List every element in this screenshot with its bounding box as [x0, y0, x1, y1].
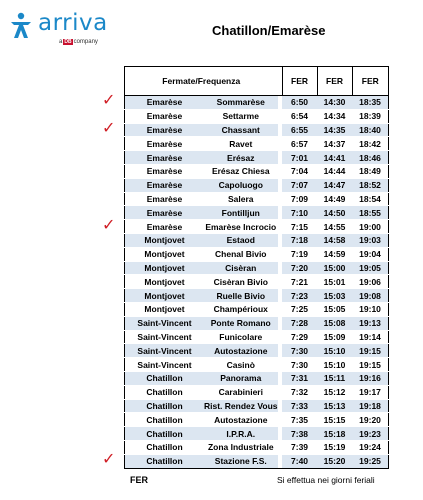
timetable-row: [125, 289, 389, 303]
stop-cell: Zona Industriale: [204, 440, 278, 454]
time-cell-2: 15:11: [317, 371, 352, 385]
time-cell-3: 19:04: [352, 247, 389, 261]
stop-cell: Cisèran: [204, 261, 278, 275]
time-cell-1: 7:09: [282, 192, 317, 206]
timetable-row: [125, 344, 389, 358]
location-cell: Chatillon: [125, 371, 205, 385]
time-cell-1: 7:20: [282, 261, 317, 275]
timetable-row: [125, 330, 389, 344]
timetable-row: [125, 233, 389, 247]
location-cell: Montjovet: [125, 289, 205, 303]
stop-cell: Carabinieri: [204, 385, 278, 399]
time-cell-2: 14:59: [317, 247, 352, 261]
footer-label: FER: [130, 475, 148, 485]
stop-cell: Salera: [204, 192, 278, 206]
timetable-row: [125, 358, 389, 372]
time-cell-2: 14:30: [317, 96, 352, 110]
footer-note: Si effettua nei giorni feriali: [277, 475, 375, 485]
arriva-person-icon: [8, 12, 34, 40]
location-cell: Emarèse: [125, 178, 205, 192]
location-cell: Saint-Vincent: [125, 316, 205, 330]
time-cell-2: 15:05: [317, 302, 352, 316]
stop-cell: Emarèse Incrocio: [205, 221, 277, 232]
timetable-body: [125, 96, 389, 469]
timetable-row: [125, 454, 389, 468]
location-cell: Chatillon: [125, 399, 205, 413]
timetable-row: [125, 440, 389, 454]
time-cell-2: 15:10: [317, 358, 352, 372]
time-cell-2: 14:55: [317, 220, 352, 234]
timetable-row: [125, 164, 389, 178]
time-cell-2: 15:08: [317, 316, 352, 330]
location-cell: Saint-Vincent: [125, 358, 205, 372]
time-cell-2: 15:03: [317, 289, 352, 303]
time-cell-2: 15:13: [317, 399, 352, 413]
location-cell: Emarèse: [125, 206, 205, 220]
timetable-row: [125, 385, 389, 399]
header-col3: FER: [352, 67, 389, 96]
time-cell-1: 6:57: [282, 137, 317, 151]
location-cell: Saint-Vincent: [125, 344, 205, 358]
time-cell-2: 15:15: [317, 413, 352, 427]
stop-cell: I.P.R.A.: [204, 427, 278, 441]
stop-cell: Chassant: [204, 123, 278, 137]
stop-cell: Autostazione: [204, 413, 278, 427]
location-cell: Emarèse: [125, 109, 205, 123]
db-badge: DB: [64, 39, 72, 45]
location-cell: Emarèse: [125, 192, 205, 206]
route-title: Chatillon/Emarèse: [212, 23, 326, 38]
logo-subtitle-suffix: company: [73, 39, 98, 45]
time-cell-3: 19:16: [352, 371, 389, 385]
location-cell: Emarèse: [125, 151, 205, 165]
timetable-row: [125, 151, 389, 165]
check-mark-icon: ✓: [102, 451, 116, 469]
time-cell-3: 19:13: [352, 316, 389, 330]
location-cell: Montjovet: [125, 302, 205, 316]
stop-cell: Estaod: [204, 233, 278, 247]
location-cell: Montjovet: [125, 275, 205, 289]
location-cell: Chatillon: [125, 413, 205, 427]
timetable-row: [125, 316, 389, 330]
header-stops: Fermate/Frequenza: [125, 67, 278, 96]
time-cell-2: 14:44: [317, 164, 352, 178]
stop-cell: Settarme: [204, 109, 278, 123]
time-cell-2: 15:12: [317, 385, 352, 399]
logo-subtitle: [59, 39, 98, 45]
time-cell-3: 19:06: [352, 275, 389, 289]
timetable-row: [125, 399, 389, 413]
stop-cell: Panorama: [204, 371, 278, 385]
time-cell-1: 7:10: [282, 206, 317, 220]
timetable-row: [125, 109, 389, 123]
timetable-row: [125, 413, 389, 427]
logo-subtitle-prefix: a: [59, 39, 63, 45]
stop-cell: Ruelle Bivio: [204, 289, 278, 303]
time-cell-1: 7:32: [282, 385, 317, 399]
stop-cell: Erésaz: [204, 151, 278, 165]
stop-cell: Ravet: [204, 137, 278, 151]
stop-cell: Capoluogo: [204, 178, 278, 192]
time-cell-2: 14:37: [317, 137, 352, 151]
timetable-row: [125, 247, 389, 261]
time-cell-3: 19:14: [352, 330, 389, 344]
stop-cell: Casinò: [204, 358, 278, 372]
time-cell-2: 15:00: [317, 261, 352, 275]
location-cell: Emarèse: [125, 220, 205, 234]
time-cell-1: 7:31: [282, 371, 317, 385]
location-cell: Montjovet: [125, 233, 205, 247]
time-cell-1: 7:28: [282, 316, 317, 330]
time-cell-3: 18:52: [352, 178, 389, 192]
time-cell-2: 15:19: [317, 440, 352, 454]
time-cell-3: 19:24: [352, 440, 389, 454]
location-cell: Chatillon: [125, 385, 205, 399]
time-cell-2: 15:09: [317, 330, 352, 344]
time-cell-1: 7:30: [282, 344, 317, 358]
stop-cell: Cisèran Bivio: [204, 275, 278, 289]
time-cell-1: 7:07: [282, 178, 317, 192]
time-cell-1: 7:19: [282, 247, 317, 261]
time-cell-1: 6:55: [282, 123, 317, 137]
time-cell-1: 6:54: [282, 109, 317, 123]
timetable-row: [125, 371, 389, 385]
time-cell-3: 19:15: [352, 358, 389, 372]
location-cell: Emarèse: [125, 96, 205, 110]
time-cell-1: 7:39: [282, 440, 317, 454]
timetable-row: [125, 220, 389, 234]
time-cell-2: 15:10: [317, 344, 352, 358]
time-cell-2: 14:41: [317, 151, 352, 165]
location-cell: Saint-Vincent: [125, 330, 205, 344]
time-cell-2: 15:18: [317, 427, 352, 441]
timetable-row: [125, 137, 389, 151]
time-cell-3: 19:15: [352, 344, 389, 358]
time-cell-1: 7:15: [282, 220, 317, 234]
check-mark-icon: ✓: [102, 92, 116, 110]
location-cell: Chatillon: [125, 427, 205, 441]
time-cell-3: 19:05: [352, 261, 389, 275]
stop-cell: Champérioux: [204, 302, 278, 316]
location-cell: Chatillon: [125, 454, 205, 468]
time-cell-1: 7:38: [282, 427, 317, 441]
time-cell-2: 15:20: [317, 454, 352, 468]
time-cell-1: 7:35: [282, 413, 317, 427]
time-cell-1: 7:25: [282, 302, 317, 316]
stop-cell: Funicolare: [204, 330, 278, 344]
timetable-row: [125, 96, 389, 110]
time-cell-3: 18:54: [352, 192, 389, 206]
time-cell-1: 7:21: [282, 275, 317, 289]
time-cell-2: 14:49: [317, 192, 352, 206]
time-cell-3: 19:25: [352, 454, 389, 468]
timetable-row: [125, 206, 389, 220]
time-cell-2: 14:50: [317, 206, 352, 220]
timetable-row: [125, 178, 389, 192]
time-cell-1: 6:50: [282, 96, 317, 110]
location-cell: Chatillon: [125, 440, 205, 454]
time-cell-3: 19:03: [352, 233, 389, 247]
time-cell-3: 18:35: [352, 96, 389, 110]
stop-cell: Sommarèse: [204, 96, 278, 110]
time-cell-1: 7:04: [282, 164, 317, 178]
stop-cell: Autostazione: [204, 344, 278, 358]
stop-cell: Erésaz Chiesa: [204, 164, 278, 178]
stop-cell: Stazione F.S.: [204, 454, 278, 468]
time-cell-3: 18:55: [352, 206, 389, 220]
time-cell-3: 18:49: [352, 164, 389, 178]
time-cell-3: 18:40: [352, 123, 389, 137]
location-cell: Montjovet: [125, 261, 205, 275]
time-cell-3: 19:18: [352, 399, 389, 413]
time-cell-3: 19:23: [352, 427, 389, 441]
time-cell-3: 19:17: [352, 385, 389, 399]
time-cell-3: 19:00: [352, 220, 389, 234]
logo-wordmark: arriva: [38, 10, 108, 36]
timetable-row: [125, 275, 389, 289]
check-mark-icon: ✓: [102, 216, 116, 234]
time-cell-1: 7:40: [282, 454, 317, 468]
timetable-header-row: [125, 67, 389, 96]
time-cell-1: 7:29: [282, 330, 317, 344]
time-cell-2: 14:58: [317, 233, 352, 247]
timetable-row: [125, 427, 389, 441]
time-cell-1: 7:01: [282, 151, 317, 165]
time-cell-1: 7:30: [282, 358, 317, 372]
timetable-row: [125, 261, 389, 275]
time-cell-2: 14:35: [317, 123, 352, 137]
stop-cell: Rist. Rendez Vous: [204, 400, 278, 411]
time-cell-3: 19:10: [352, 302, 389, 316]
stop-cell: Fontilljun: [204, 206, 278, 220]
location-cell: Emarèse: [125, 164, 205, 178]
time-cell-3: 18:39: [352, 109, 389, 123]
timetable-row: [125, 192, 389, 206]
time-cell-3: 19:08: [352, 289, 389, 303]
time-cell-2: 14:34: [317, 109, 352, 123]
location-cell: Emarèse: [125, 123, 205, 137]
time-cell-1: 7:23: [282, 289, 317, 303]
location-cell: Montjovet: [125, 247, 205, 261]
time-cell-3: 19:20: [352, 413, 389, 427]
time-cell-1: 7:33: [282, 399, 317, 413]
time-cell-3: 18:42: [352, 137, 389, 151]
timetable-row: [125, 302, 389, 316]
time-cell-3: 18:46: [352, 151, 389, 165]
header-col2: FER: [317, 67, 352, 96]
header-col1: FER: [282, 67, 317, 96]
time-cell-2: 14:47: [317, 178, 352, 192]
location-cell: Emarèse: [125, 137, 205, 151]
arriva-logo: [8, 8, 118, 53]
stop-cell: Chenal Bivio: [204, 247, 278, 261]
time-cell-2: 15:01: [317, 275, 352, 289]
stop-cell: Ponte Romano: [204, 316, 278, 330]
timetable: [124, 66, 389, 469]
check-mark-icon: ✓: [102, 119, 116, 137]
timetable-row: [125, 123, 389, 137]
time-cell-1: 7:18: [282, 233, 317, 247]
